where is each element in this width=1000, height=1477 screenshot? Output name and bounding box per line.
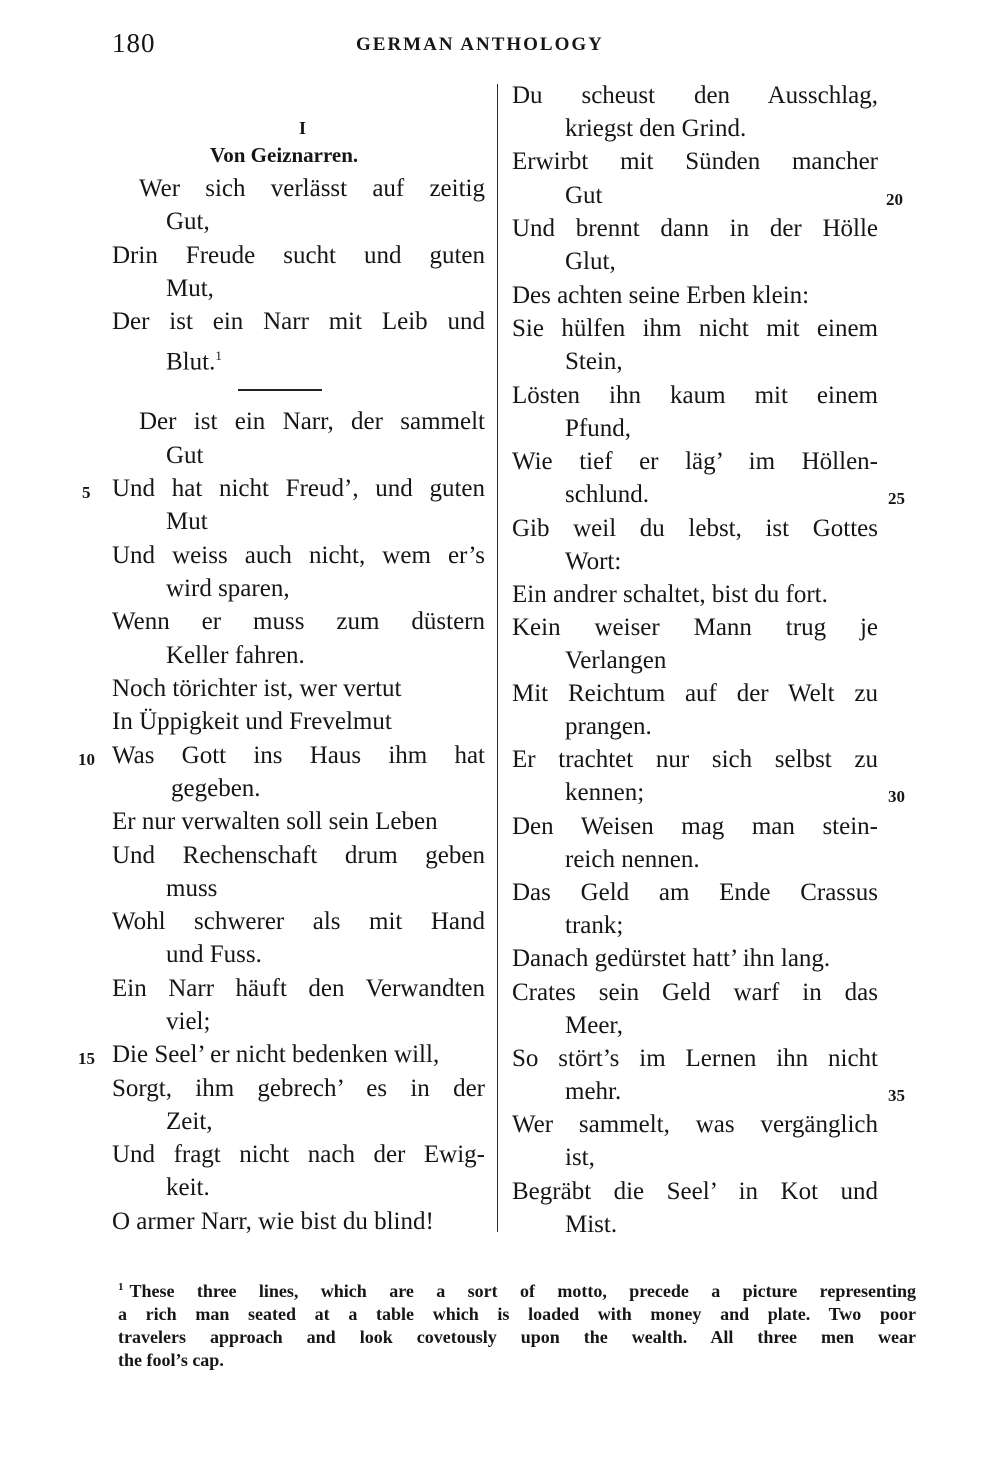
verse-line: Und weiss auch nicht, wem er’s (112, 542, 485, 569)
page-number: 180 (112, 28, 156, 58)
verse-line: Er nur verwalten soll sein Leben (112, 808, 438, 835)
verse-line: mehr. (565, 1078, 622, 1105)
verse-line: Stein, (565, 348, 623, 375)
verse-line: reich nennen. (565, 846, 700, 873)
verse-line: Und Rechenschaft drum geben (112, 842, 485, 869)
verse-line: Gib weil du lebst, ist Gottes (512, 515, 878, 542)
verse-line: Mist. (565, 1211, 618, 1238)
verse-line: wird sparen, (166, 575, 290, 602)
verse-line: Keller fahren. (166, 642, 305, 669)
verse-line: Mut, (166, 275, 214, 302)
verse-line: Den Weisen mag man stein- (512, 813, 878, 840)
footnote-reference: 1 (215, 348, 222, 363)
verse-line: Ein andrer schaltet, bist du fort. (512, 581, 828, 608)
verse-text: Blut. (166, 348, 216, 376)
footnote-line: a rich man seated at a table which is loaded with money and plate. Two poor (118, 1304, 916, 1324)
verse-line: O armer Narr, wie bist du blind! (112, 1208, 434, 1235)
verse-line: Begräbt die Seel’ in Kot und (512, 1178, 878, 1205)
section-number: I (299, 118, 307, 138)
footnote-line: travelers approach and look covetously upon the wealth. All three men wear (118, 1327, 916, 1347)
verse-line: prangen. (565, 713, 652, 740)
verse-line: Du scheust den Ausschlag, (512, 82, 878, 109)
footnote-line: the fool’s cap. (118, 1350, 224, 1370)
footnote-mark: 1 (118, 1281, 124, 1293)
line-number: 5 (82, 483, 91, 502)
verse-line: Er trachtet nur sich selbst zu (512, 746, 878, 773)
verse-line: und Fuss. (166, 941, 262, 968)
verse-line: Wie tief er läg’ im Höllen- (512, 448, 878, 475)
line-number: 30 (888, 787, 905, 806)
verse-line: Noch törichter ist, wer vertut (112, 675, 402, 702)
verse-line: Sie hülfen ihm nicht mit einem (512, 315, 878, 342)
verse-line: Zeit, (166, 1108, 213, 1135)
verse-line: Ein Narr häuft den Verwandten (112, 975, 485, 1002)
line-number: 20 (886, 190, 903, 209)
line-number: 15 (78, 1049, 95, 1068)
line-number: 10 (78, 750, 95, 769)
verse-line: muss (166, 875, 218, 902)
verse-line: Wer sich verlässt auf zeitig (139, 175, 485, 202)
verse-line: Wenn er muss zum düstern (112, 608, 485, 635)
verse-line: Erwirbt mit Sünden mancher (512, 148, 878, 175)
verse-line: Kein weiser Mann trug je (512, 614, 878, 641)
line-number: 35 (888, 1086, 905, 1105)
verse-line: Pfund, (565, 415, 631, 442)
verse-line: Lösten ihn kaum mit einem (512, 382, 878, 409)
verse-line: trank; (565, 912, 624, 939)
verse-line: Gut, (166, 208, 210, 235)
verse-line: gegeben. (171, 775, 261, 802)
verse-line: Crates sein Geld warf in das (512, 979, 878, 1006)
verse-line: Die Seel’ er nicht bedenken will, (112, 1041, 440, 1068)
verse-line: Und brennt dann in der Hölle (512, 215, 878, 242)
verse-line: Der ist ein Narr, der sammelt (139, 408, 485, 435)
verse-line: ist, (565, 1144, 595, 1171)
verse-line: Und hat nicht Freud’, und guten (112, 475, 485, 502)
running-title: GERMAN ANTHOLOGY (356, 34, 604, 55)
verse-line: viel; (166, 1008, 211, 1035)
verse-line: Sorgt, ihm gebrech’ es in der (112, 1075, 485, 1102)
verse-line: Wohl schwerer als mit Hand (112, 908, 485, 935)
verse-line: Mit Reichtum auf der Welt zu (512, 680, 878, 707)
verse-line: Meer, (565, 1012, 623, 1039)
verse-line: keit. (166, 1174, 210, 1201)
line-number: 25 (888, 489, 905, 508)
verse-line: Und fragt nicht nach der Ewig- (112, 1141, 485, 1168)
verse-line: Des achten seine Erben klein: (512, 282, 810, 309)
footnote (118, 1276, 916, 1372)
verse-line: Wort: (565, 548, 622, 575)
verse-line: Danach gedürstet hatt’ ihn lang. (512, 945, 831, 972)
verse-line: Drin Freude sucht und guten (112, 242, 485, 269)
verse-line: kriegst den Grind. (565, 115, 747, 142)
verse-line: So stört’s im Lernen ihn nicht (512, 1045, 878, 1072)
verse-line: schlund. (565, 481, 650, 508)
footnote-text: These three lines, which are a sort of motto, precede a picture representing (129, 1281, 916, 1301)
section-title: Von Geiznarren. (210, 143, 359, 167)
verse-line: Glut, (565, 248, 616, 275)
footnote-line (118, 1276, 916, 1303)
verse-line: kennen; (565, 779, 645, 806)
verse-line: Gut (565, 182, 603, 209)
verse-line: Das Geld am Ende Crassus (512, 879, 878, 906)
verse-line: Mut (166, 508, 208, 535)
verse-line: Der ist ein Narr mit Leib und (112, 308, 485, 335)
verse-line: Verlangen (565, 647, 667, 674)
verse-line: In Üppigkeit und Frevelmut (112, 708, 392, 735)
verse-line: Wer sammelt, was vergänglich (512, 1111, 878, 1138)
verse-line: Gut (166, 442, 204, 469)
verse-line: Was Gott ins Haus ihm hat (112, 742, 485, 769)
